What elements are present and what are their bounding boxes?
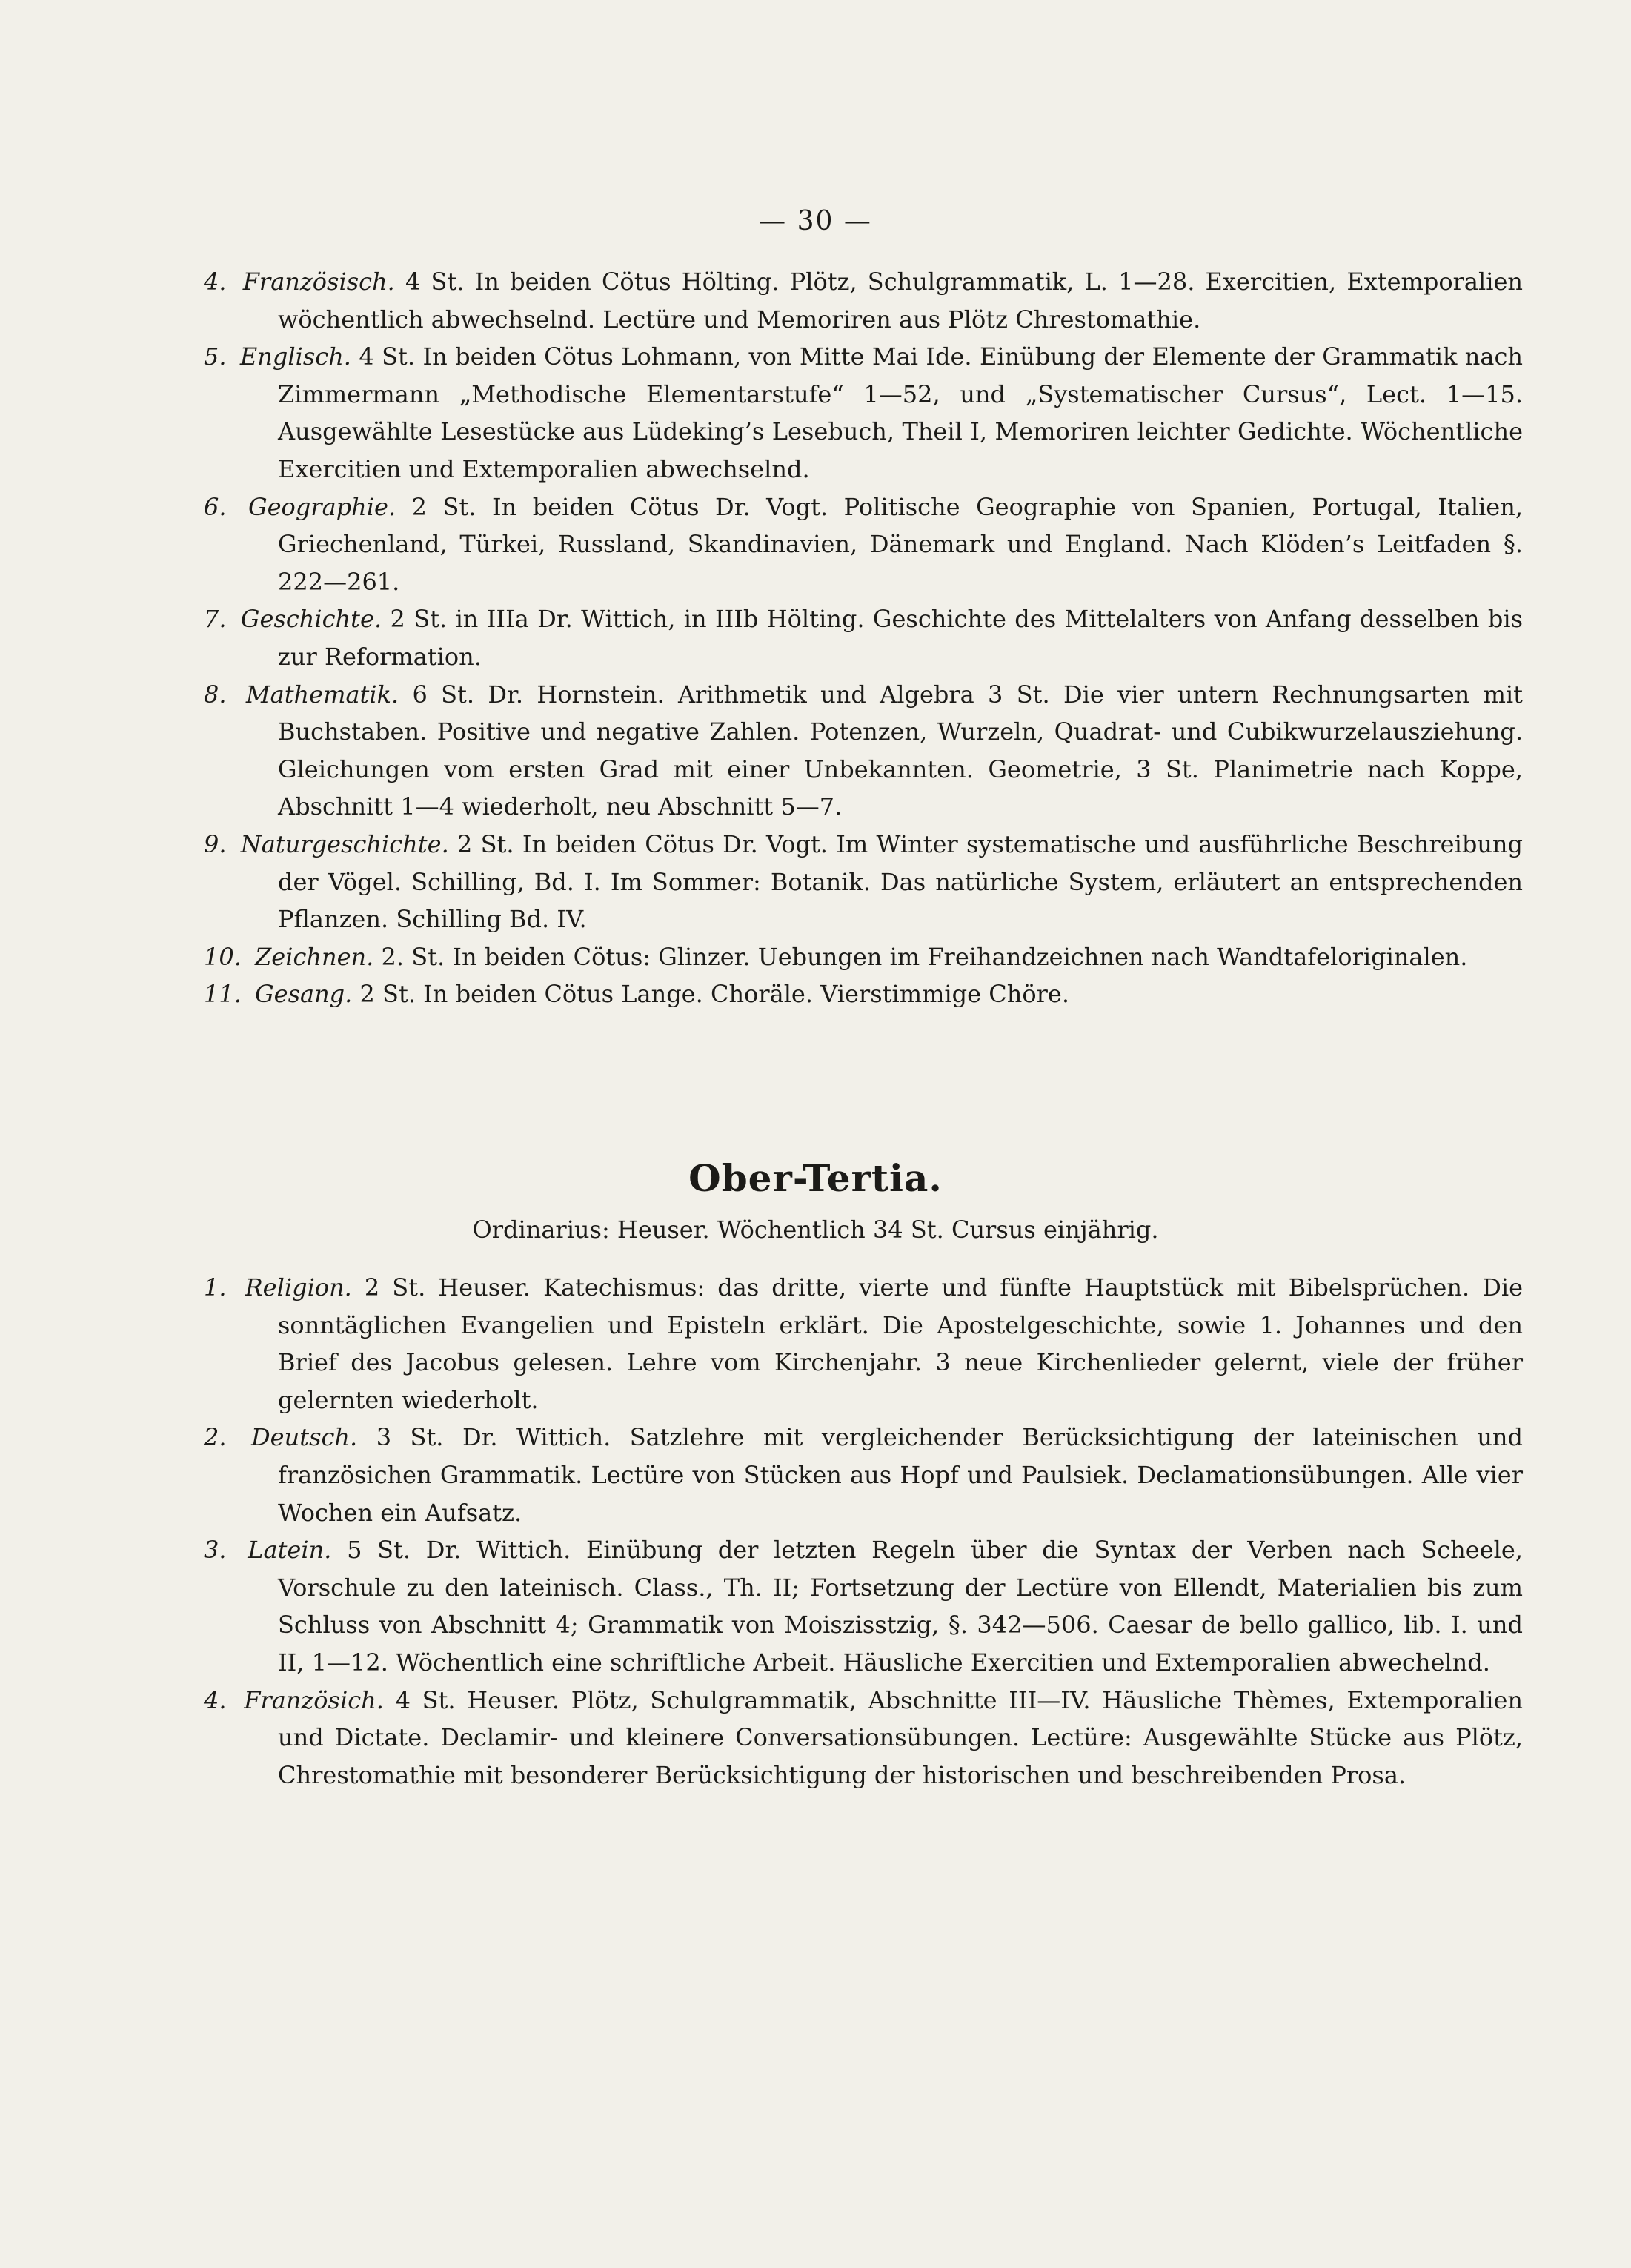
entry-deutsch — [204, 1419, 1523, 1531]
entry-number: 3. — [204, 1536, 227, 1565]
entry-text: 4 St. In beiden Cötus Lohmann, von Mitte Mai Ide. Einübung der Elemente der Grammatik nach Zimmermann „Methodische Elementarstufe“ 1—52, und „Systematischer Cursus“, Lect. 1—15. Ausgewählte Lesestücke aus Lüdeking’s Lesebuch, Theil I, Memoriren leichter Gedichte. Wöchentliche Exercitien und Extemporalien abwechselnd. — [278, 342, 1524, 483]
entry-subject: Geschichte. — [240, 605, 382, 634]
entry-number: 2. — [204, 1423, 227, 1452]
entry-franzoesisch — [204, 263, 1523, 338]
entry-text: 5 St. Dr. Wittich. Einübung der letzten Regeln über die Syntax der Verben nach Scheele, Vorschule zu den lateinisch. Class., Th. II; Fortsetzung der Lectüre von Ellendt, Materialien bis zum Schluss von Abschnitt 4; Grammatik von Moiszisstzig, §. 342—506. Caesar de bello gallico, lib. I. und II, 1—12. Wöchentlich eine schriftliche Arbeit. Häusliche Exercitien und Extemporalien abwechelnd. — [278, 1536, 1523, 1677]
entry-zeichnen — [204, 938, 1523, 976]
entry-mathematik — [204, 676, 1523, 826]
entry-number: 5. — [204, 342, 227, 371]
entry-number: 4. — [204, 268, 227, 296]
page-number: — 30 — — [759, 206, 872, 236]
entry-text: 4 St. Heuser. Plötz, Schulgrammatik, Abschnitte III—IV. Häusliche Thèmes, Extemporalien und Dictate. Declamir- und kleinere Conversationsübungen. Lectüre: Ausgewählte Stücke aus Plötz, Chrestomathie mit besonderer Berücksichtigung der historischen und beschreibenden Prosa. — [278, 1685, 1524, 1789]
entry-number: 4. — [204, 1685, 227, 1714]
entry-text: 6 St. Dr. Hornstein. Arithmetik und Algebra 3 St. Die vier untern Rechnungsarten mit Buchstaben. Positive und negative Zahlen. Potenzen, Wurzeln, Quadrat- und Cubikwurzelausziehung. Gleichungen vom ersten Grad mit einer Unbekannten. Geometrie, 3 St. Planimetrie nach Koppe, Abschnitt 1—4 wiederholt, neu Abschnitt 5—7. — [278, 680, 1524, 821]
entry-subject: Englisch. — [239, 342, 351, 371]
entry-englisch — [204, 338, 1523, 488]
ordinarius-line: Ordinarius: Heuser. Wöchentlich 34 St. Cursus einjährig. — [472, 1216, 1159, 1244]
entry-subject: Gesang. — [255, 980, 353, 1009]
entry-text: 2 St. in IIIa Dr. Wittich, in IIIb Hölting. Geschichte des Mittelalters von Anfang desselben bis zur Reformation. — [278, 605, 1524, 671]
entry-subject: Französich. — [244, 1685, 384, 1714]
entry-subject: Deutsch. — [251, 1423, 358, 1452]
entry-geographie — [204, 488, 1523, 601]
entry-number: 6. — [204, 492, 227, 521]
upper-section — [204, 263, 1523, 1013]
entry-subject: Zeichnen. — [255, 942, 374, 971]
entry-number: 7. — [204, 605, 227, 634]
entry-text: 2 St. In beiden Cötus Dr. Vogt. Im Winter systematische und ausführliche Beschreibung der Vögel. Schilling, Bd. I. Im Sommer: Botanik. Das natürliche System, erläutert an entsprechenden Pflanzen. Schilling Bd. IV. — [278, 829, 1524, 934]
entry-subject: Französisch. — [242, 268, 395, 296]
lower-section — [204, 1269, 1523, 1794]
entry-text: 3 St. Dr. Wittich. Satzlehre mit vergleichender Berücksichtigung der lateinischen und französichen Grammatik. Lectüre von Stücken aus Hopf und Paulsiek. Declamationsübungen. Alle vier Wochen ein Aufsatz. — [278, 1423, 1524, 1527]
entry-text: 4 St. In beiden Cötus Hölting. Plötz, Schulgrammatik, L. 1—28. Exercitien, Extemporalien wöchentlich abwechselnd. Lectüre und Memoriren aus Plötz Chrestomathie. — [278, 268, 1524, 334]
entry-text: 2. St. In beiden Cötus: Glinzer. Uebungen im Freihandzeichnen nach Wandtafeloriginalen. — [381, 942, 1468, 971]
entry-number: 8. — [204, 680, 227, 709]
entry-number: 9. — [204, 829, 227, 858]
entry-gesang — [204, 975, 1523, 1013]
entry-religion — [204, 1269, 1523, 1419]
entry-subject: Latein. — [248, 1536, 332, 1565]
section-heading: Ober-Tertia. — [688, 1156, 943, 1200]
entry-number: 11. — [204, 980, 242, 1009]
entry-franzoesich — [204, 1682, 1523, 1794]
entry-text: 2 St. In beiden Cötus Dr. Vogt. Politische Geographie von Spanien, Portugal, Italien, Griechenland, Türkei, Russland, Skandinavien, Dänemark und England. Nach Klöden’s Leitfaden §. 222—261. — [278, 492, 1524, 596]
entry-subject: Naturgeschichte. — [240, 829, 449, 858]
entry-geschichte — [204, 600, 1523, 675]
entry-subject: Religion. — [245, 1273, 352, 1302]
entry-subject: Mathematik. — [245, 680, 399, 709]
entry-latein — [204, 1531, 1523, 1681]
entry-number: 10. — [204, 942, 242, 971]
entry-number: 1. — [204, 1273, 227, 1302]
entry-text: 2 St. In beiden Cötus Lange. Choräle. Vierstimmige Chöre. — [359, 980, 1070, 1009]
entry-subject: Geographie. — [248, 492, 396, 521]
entry-text: 2 St. Heuser. Katechismus: das dritte, vierte und fünfte Hauptstück mit Bibelsprüchen. Die sonntäglichen Evangelien und Episteln erklärt. Die Apostelgeschichte, sowie 1. Johannes und den Brief des Jacobus gelesen. Lehre vom Kirchenjahr. 3 neue Kirchenlieder gelernt, viele der früher gelernten wiederholt. — [278, 1273, 1524, 1414]
entry-naturgeschichte — [204, 826, 1523, 938]
